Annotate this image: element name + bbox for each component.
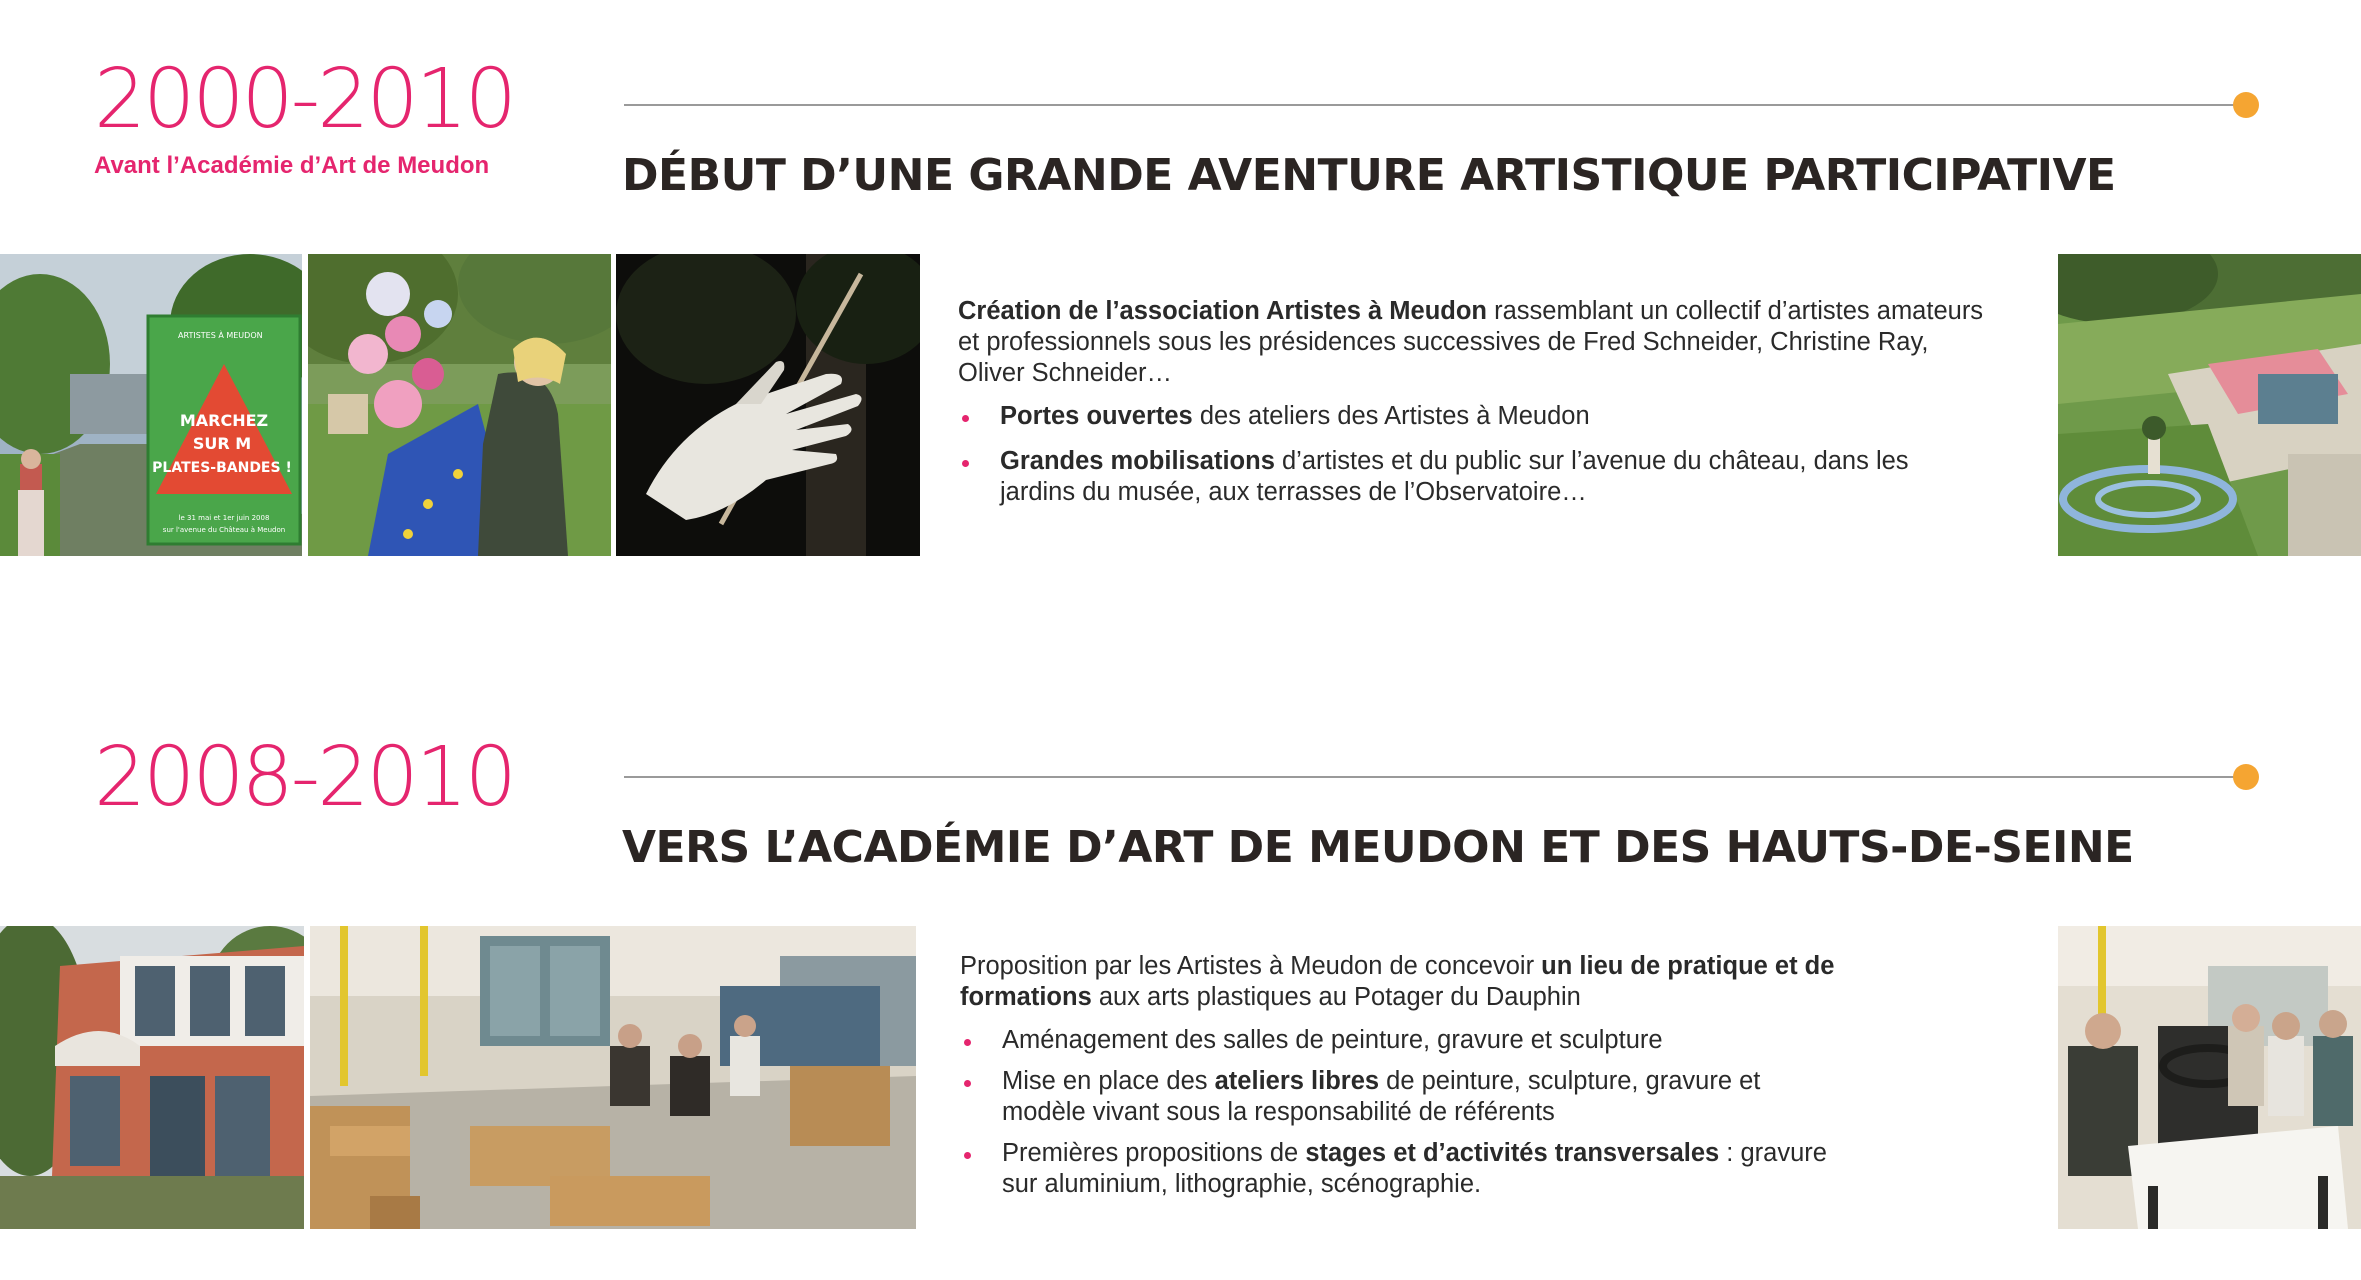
bullet-item [960, 1025, 1890, 1056]
poster-dates: le 31 mai et 1er juin 2008 [178, 514, 270, 522]
bullet-list [960, 1025, 1890, 1200]
brick-building-photo [0, 926, 304, 1229]
printing-press-photo [2058, 926, 2361, 1229]
intro-text: rassemblant un collectif d’artistes amateurs et professionnels sous les présidences successives de Fred Schneider, Christine Ray, Oliver Schneider… [958, 297, 1984, 387]
bullet-text: Mise en place des [1002, 1067, 1215, 1095]
bullet-item [958, 446, 1920, 508]
bullet-item [960, 1066, 1822, 1128]
bullet-item [960, 1138, 1862, 1200]
bullet-text: d’artistes et du public sur l’avenue du château, dans les jardins du musée, aux terrasses de l’Observatoire… [1000, 447, 1909, 506]
section-body [960, 951, 1890, 1200]
avenue-poster-photo [0, 254, 302, 556]
intro-bold: Création de l’association Artistes à Meudon [958, 297, 1488, 325]
sculpture-workshop-photo [310, 926, 916, 1229]
intro-paragraph [958, 296, 1998, 389]
bullet-text: des ateliers des Artistes à Meudon [1192, 402, 1590, 430]
bullet-bold: ateliers libres [1214, 1067, 1380, 1095]
garden-installation-photo [2058, 254, 2361, 556]
intro-bold: un lieu de pratique et de formations [960, 952, 1835, 1011]
bullet-text: Premières propositions de [1002, 1139, 1306, 1167]
bullet-text: de peinture, sculpture, gravure et modèle vivant sous la responsabilité de référents [1002, 1067, 1761, 1126]
bullet-list [958, 401, 1998, 508]
timeline-dot [2233, 92, 2259, 118]
section-subtitle: Avant l’Académie d’Art de Meudon [94, 152, 490, 179]
poster-line2: SUR M [192, 434, 252, 453]
section-year: 2000-2010 [94, 52, 514, 147]
night-hand-sculpture-photo [616, 254, 920, 556]
bullet-bold: Portes ouvertes [1000, 402, 1193, 430]
bullet-text: : gravure sur aluminium, lithographie, scénographie. [1002, 1139, 1827, 1198]
timeline-dot [2233, 764, 2259, 790]
intro-text: Proposition par les Artistes à Meudon de concevoir [960, 952, 1542, 980]
poster-brand: ARTISTES À MEUDON [178, 331, 263, 340]
section-heading: DÉBUT D’UNE GRANDE AVENTURE ARTISTIQUE PARTICIPATIVE [622, 150, 2116, 201]
timeline-rule [624, 776, 2236, 778]
intro-paragraph [960, 951, 1860, 1013]
section-heading: VERS L’ACADÉMIE D’ART DE MEUDON ET DES HAUTS-DE-SEINE [622, 822, 2134, 873]
bullet-bold: stages et d’activités transversales [1305, 1139, 1720, 1167]
poster-line3: PLATES-BANDES ! [152, 460, 292, 476]
bullet-item [958, 401, 1998, 432]
bullet-text: Aménagement des salles de peinture, gravure et sculpture [1002, 1026, 1663, 1054]
intro-text: aux arts plastiques au Potager du Dauphin [1091, 983, 1581, 1011]
section-year: 2008-2010 [94, 730, 514, 825]
poster-place: sur l'avenue du Château à Meudon [162, 526, 286, 534]
flower-sculpture-photo [308, 254, 611, 556]
timeline-rule [624, 104, 2236, 106]
bullet-bold: Grandes mobilisations [1000, 447, 1275, 475]
poster-line1: MARCHEZ [179, 411, 269, 430]
section-body [958, 296, 1998, 508]
